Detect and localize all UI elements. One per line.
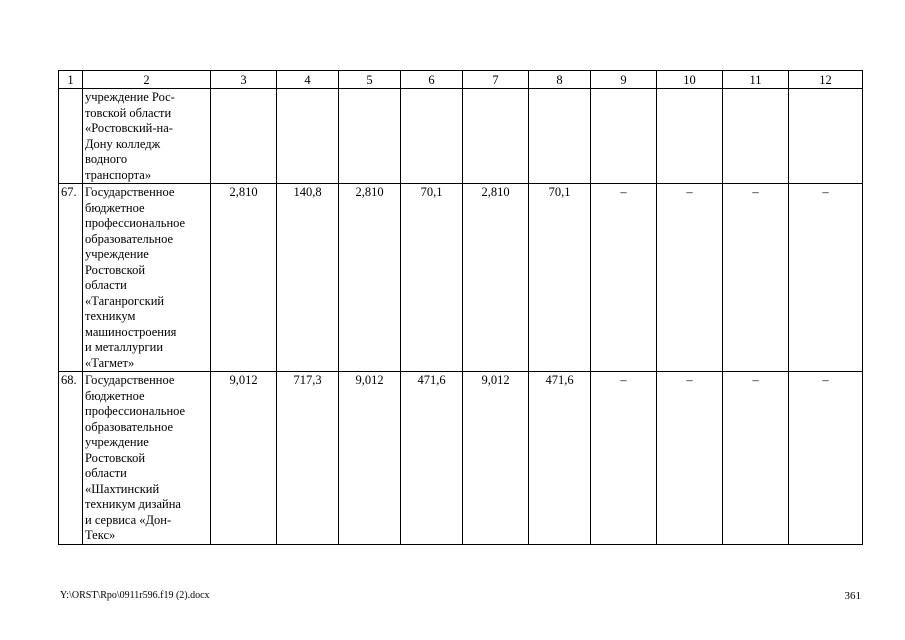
institution-name-line: транспорта» [85, 167, 152, 182]
row-number: 68. [59, 372, 83, 545]
institution-name-line: учреждение Рос- [85, 90, 175, 104]
footer-file-path: Y:\ORST\Rpo\0911r596.f19 (2).docx [60, 590, 210, 601]
institution-name-line: «Шахтинский [85, 481, 160, 496]
institution-name-line: образовательное [85, 231, 174, 246]
institution-name-line: «Ростовский-на- [85, 121, 173, 135]
value-cell: – [657, 372, 723, 545]
institution-name-line: «Тагмет» [85, 355, 135, 370]
value-cell [401, 89, 463, 184]
institution-name-line: водного [85, 152, 128, 166]
value-cell [339, 89, 401, 184]
institution-name-line: Дону колледж [85, 136, 161, 151]
header-cell: 1 [59, 71, 83, 89]
institution-name [83, 372, 211, 545]
row-number [59, 89, 83, 184]
value-cell: – [657, 184, 723, 372]
value-cell [463, 89, 529, 184]
value-cell: 140,8 [277, 184, 339, 372]
institution-name-line: и металлургии [85, 340, 164, 354]
institution-name [83, 89, 211, 184]
institution-name-line: техникум [85, 309, 136, 323]
institution-name-line: машиностроения [85, 324, 177, 339]
table-row [59, 184, 863, 372]
institution-name-line: области [85, 278, 127, 292]
header-cell: 5 [339, 71, 401, 89]
value-cell [591, 89, 657, 184]
institution-name-line: учреждение [85, 247, 149, 261]
institution-name-line: Ростовской [85, 450, 146, 465]
header-cell: 2 [83, 71, 211, 89]
value-cell [277, 89, 339, 184]
value-cell: 2,810 [339, 184, 401, 372]
budget-table [58, 70, 863, 545]
footer-page-number: 361 [844, 590, 861, 602]
institution-name-line: товской области [85, 105, 172, 120]
header-cell: 9 [591, 71, 657, 89]
value-cell: 2,810 [463, 184, 529, 372]
value-cell: – [789, 184, 863, 372]
value-cell [789, 89, 863, 184]
table-row [59, 89, 863, 184]
header-cell: 12 [789, 71, 863, 89]
value-cell [529, 89, 591, 184]
institution-name-line: бюджетное [85, 388, 145, 403]
value-cell: 717,3 [277, 372, 339, 545]
value-cell: 9,012 [463, 372, 529, 545]
value-cell: 471,6 [529, 372, 591, 545]
value-cell: – [591, 372, 657, 545]
institution-name-line: образовательное [85, 419, 174, 434]
institution-name-line: техникум дизайна [85, 497, 181, 511]
value-cell: 9,012 [339, 372, 401, 545]
header-cell: 3 [211, 71, 277, 89]
row-number: 67. [59, 184, 83, 372]
institution-name-line: области [85, 466, 127, 480]
value-cell: – [789, 372, 863, 545]
value-cell: 471,6 [401, 372, 463, 545]
value-cell: – [591, 184, 657, 372]
header-cell: 8 [529, 71, 591, 89]
institution-name-line: Текс» [85, 528, 116, 542]
header-row [59, 71, 863, 89]
institution-name-line: учреждение [85, 435, 149, 449]
institution-name-line: Ростовской [85, 262, 146, 277]
value-cell: 9,012 [211, 372, 277, 545]
institution-name-line: Государственное [85, 373, 175, 387]
institution-name-line: Государственное [85, 185, 175, 199]
header-cell: 6 [401, 71, 463, 89]
value-cell [211, 89, 277, 184]
institution-name-line: профессиональное [85, 404, 186, 418]
institution-name-line: профессиональное [85, 216, 186, 230]
header-cell: 4 [277, 71, 339, 89]
table-row [59, 372, 863, 545]
institution-name-line: «Таганрогский [85, 293, 165, 308]
header-cell: 10 [657, 71, 723, 89]
value-cell [657, 89, 723, 184]
value-cell: 70,1 [529, 184, 591, 372]
institution-name [83, 184, 211, 372]
value-cell [723, 89, 789, 184]
value-cell: – [723, 184, 789, 372]
header-cell: 11 [723, 71, 789, 89]
value-cell: – [723, 372, 789, 545]
value-cell: 70,1 [401, 184, 463, 372]
value-cell: 2,810 [211, 184, 277, 372]
header-cell: 7 [463, 71, 529, 89]
institution-name-line: бюджетное [85, 200, 145, 215]
institution-name-line: и сервиса «Дон- [85, 512, 172, 527]
